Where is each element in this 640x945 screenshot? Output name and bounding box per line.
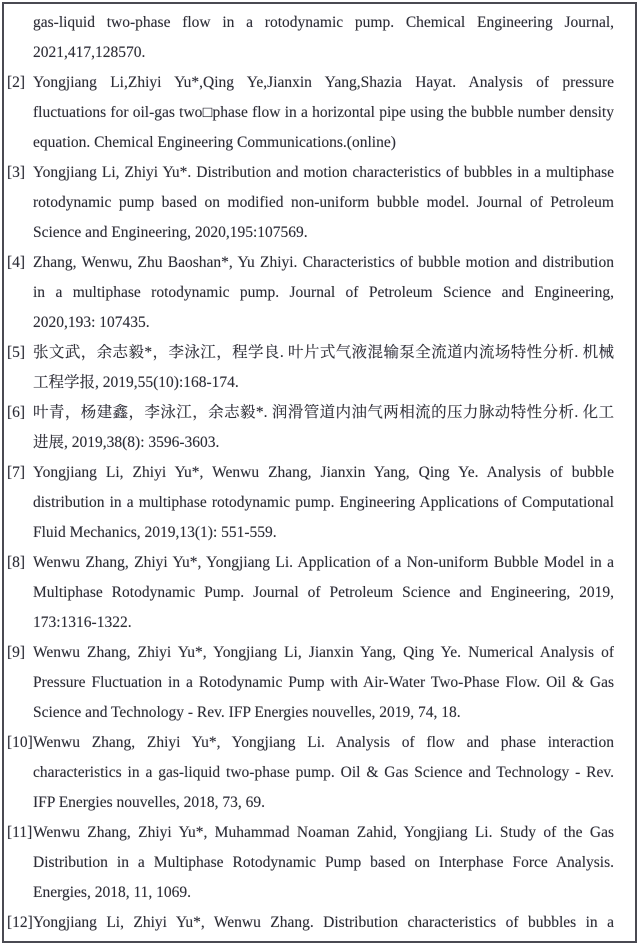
reference-text: Zhang, Wenwu, Zhu Baoshan*, Yu Zhiyi. Characteristics of bubble motion and distribution in a multiphase rotodynamic pump. Journal of Petroleum Science and Engineering, 2020,193: 107435. — [33, 254, 614, 331]
reference-text: Yongjiang Li,Zhiyi Yu*,Qing Ye,Jianxin Yang,Shazia Hayat. Analysis of pressure fluctuations for oil-gas two□phase flow in a horizontal pipe using the bubble number density equation. Chemical Engineering Communications.(online) — [33, 74, 614, 151]
reference-number: [12] — [7, 914, 33, 931]
reference-item-9 — [7, 638, 614, 728]
reference-number: [4] — [7, 254, 26, 271]
reference-number: [11] — [7, 824, 33, 841]
reference-item-4 — [7, 248, 614, 338]
reference-number: [5] — [7, 344, 26, 361]
reference-text: Wenwu Zhang, Zhiyi Yu*, Muhammad Noaman Zahid, Yongjiang Li. Study of the Gas Distribution in a Multiphase Rotodynamic Pump based on Interphase Force Analysis. Energies, 2018, 11, 1069. — [33, 824, 614, 901]
reference-text: Wenwu Zhang, Zhiyi Yu*, Yongjiang Li. Analysis of flow and phase interaction characteristics in a gas-liquid two-phase pump. Oil & Gas Science and Technology - Rev. IFP Energies nouvelles, 2018, 73, 69. — [33, 734, 614, 811]
reference-item-6 — [7, 398, 614, 458]
reference-text: Yongjiang Li, Zhiyi Yu*. Distribution and motion characteristics of bubbles in a multiphase rotodynamic pump based on modified non-uniform bubble model. Journal of Petroleum Science and Engineering, 2020,195:107569. — [33, 164, 614, 241]
reference-number: [6] — [7, 404, 26, 421]
reference-item-11 — [7, 818, 614, 908]
reference-item-2 — [7, 68, 614, 158]
reference-text: Wenwu Zhang, Zhiyi Yu*, Yongjiang Li. Application of a Non-uniform Bubble Model in a Multiphase Rotodynamic Pump. Journal of Petroleum Science and Engineering, 2019, 173:1316-1322. — [33, 554, 614, 631]
reference-number: [3] — [7, 164, 26, 181]
reference-number: [2] — [7, 74, 26, 91]
reference-item-8 — [7, 548, 614, 638]
reference-number: [9] — [7, 644, 26, 661]
reference-number — [7, 8, 33, 68]
reference-item-1-continuation — [7, 8, 614, 68]
reference-text: 叶青，杨建鑫，李泳江，余志毅*. 润滑管道内油气两相流的压力脉动特性分析. 化工进展, 2019,38(8): 3596-3603. — [33, 404, 614, 451]
reference-number: [8] — [7, 554, 26, 571]
reference-item-5 — [7, 338, 614, 398]
reference-number: [7] — [7, 464, 26, 481]
reference-item-7 — [7, 458, 614, 548]
reference-text: Yongjiang Li, Zhiyi Yu*, Wenwu Zhang, Jianxin Yang, Qing Ye. Analysis of bubble distribution in a multiphase rotodynamic pump. Engineering Applications of Computational Fluid Mechanics, 2019,13(1): 551-559. — [33, 464, 614, 541]
reference-text: Wenwu Zhang, Zhiyi Yu*, Yongjiang Li, Jianxin Yang, Qing Ye. Numerical Analysis of Pressure Fluctuation in a Rotodynamic Pump with Air-Water Two-Phase Flow. Oil & Gas Science and Technology - Rev. IFP Energies nouvelles, 2019, 74, 18. — [33, 644, 614, 721]
references-list — [7, 8, 614, 938]
reference-item-3 — [7, 158, 614, 248]
reference-text: 张文武，余志毅*，李泳江，程学良. 叶片式气液混输泵全流道内流场特性分析. 机械工程学报, 2019,55(10):168-174. — [33, 344, 614, 391]
reference-number: [10] — [7, 734, 33, 751]
reference-text: gas-liquid two-phase flow in a rotodynamic pump. Chemical Engineering Journal, 2021,417,128570. — [33, 14, 614, 61]
reference-item-12 — [7, 908, 614, 938]
reference-text: Yongjiang Li, Zhiyi Yu*, Wenwu Zhang. Distribution characteristics of bubbles in a — [33, 914, 614, 931]
reference-item-10 — [7, 728, 614, 818]
